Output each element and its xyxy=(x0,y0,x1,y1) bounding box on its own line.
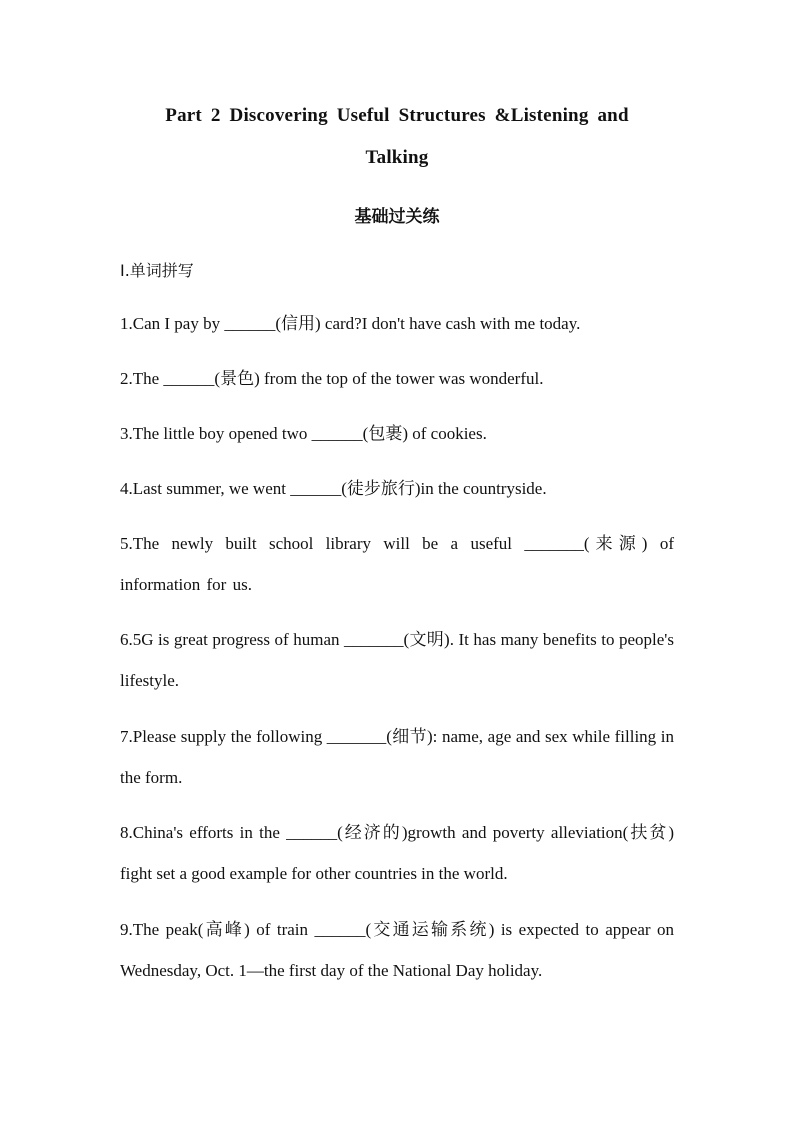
page-title-line-1: Part 2 Discovering Useful Structures &Listening and xyxy=(165,105,629,126)
question-7: 7.Please supply the following _______(细节): name, age and sex while filling in the form. xyxy=(120,727,674,787)
question-8: 8.China's efforts in the ______(经济的)growth and poverty alleviation(扶贫) fight set a good example for other countries in the world. xyxy=(120,823,674,883)
question-1: 1.Can I pay by ______(信用) card?I don't have cash with me today. xyxy=(120,314,581,333)
question-9: 9.The peak(高峰) of train ______(交通运输系统) is expected to appear on Wednesday, Oct. 1—the first day of the National Day holiday. xyxy=(120,920,674,980)
question-3: 3.The little boy opened two ______(包裹) of cookies. xyxy=(120,424,487,443)
section-heading: Ⅰ.单词拼写 xyxy=(120,261,194,280)
page-title-line-2: Talking xyxy=(365,147,429,168)
question-6: 6.5G is great progress of human _______(文明). It has many benefits to people's lifestyle. xyxy=(120,630,674,690)
question-4: 4.Last summer, we went ______(徒步旅行)in the countryside. xyxy=(120,479,547,498)
question-5: 5.The newly built school library will be a useful _______(来源) of information for us. xyxy=(120,534,674,594)
question-2: 2.The ______(景色) from the top of the tower was wonderful. xyxy=(120,369,544,388)
page-subtitle: 基础过关练 xyxy=(354,207,440,227)
